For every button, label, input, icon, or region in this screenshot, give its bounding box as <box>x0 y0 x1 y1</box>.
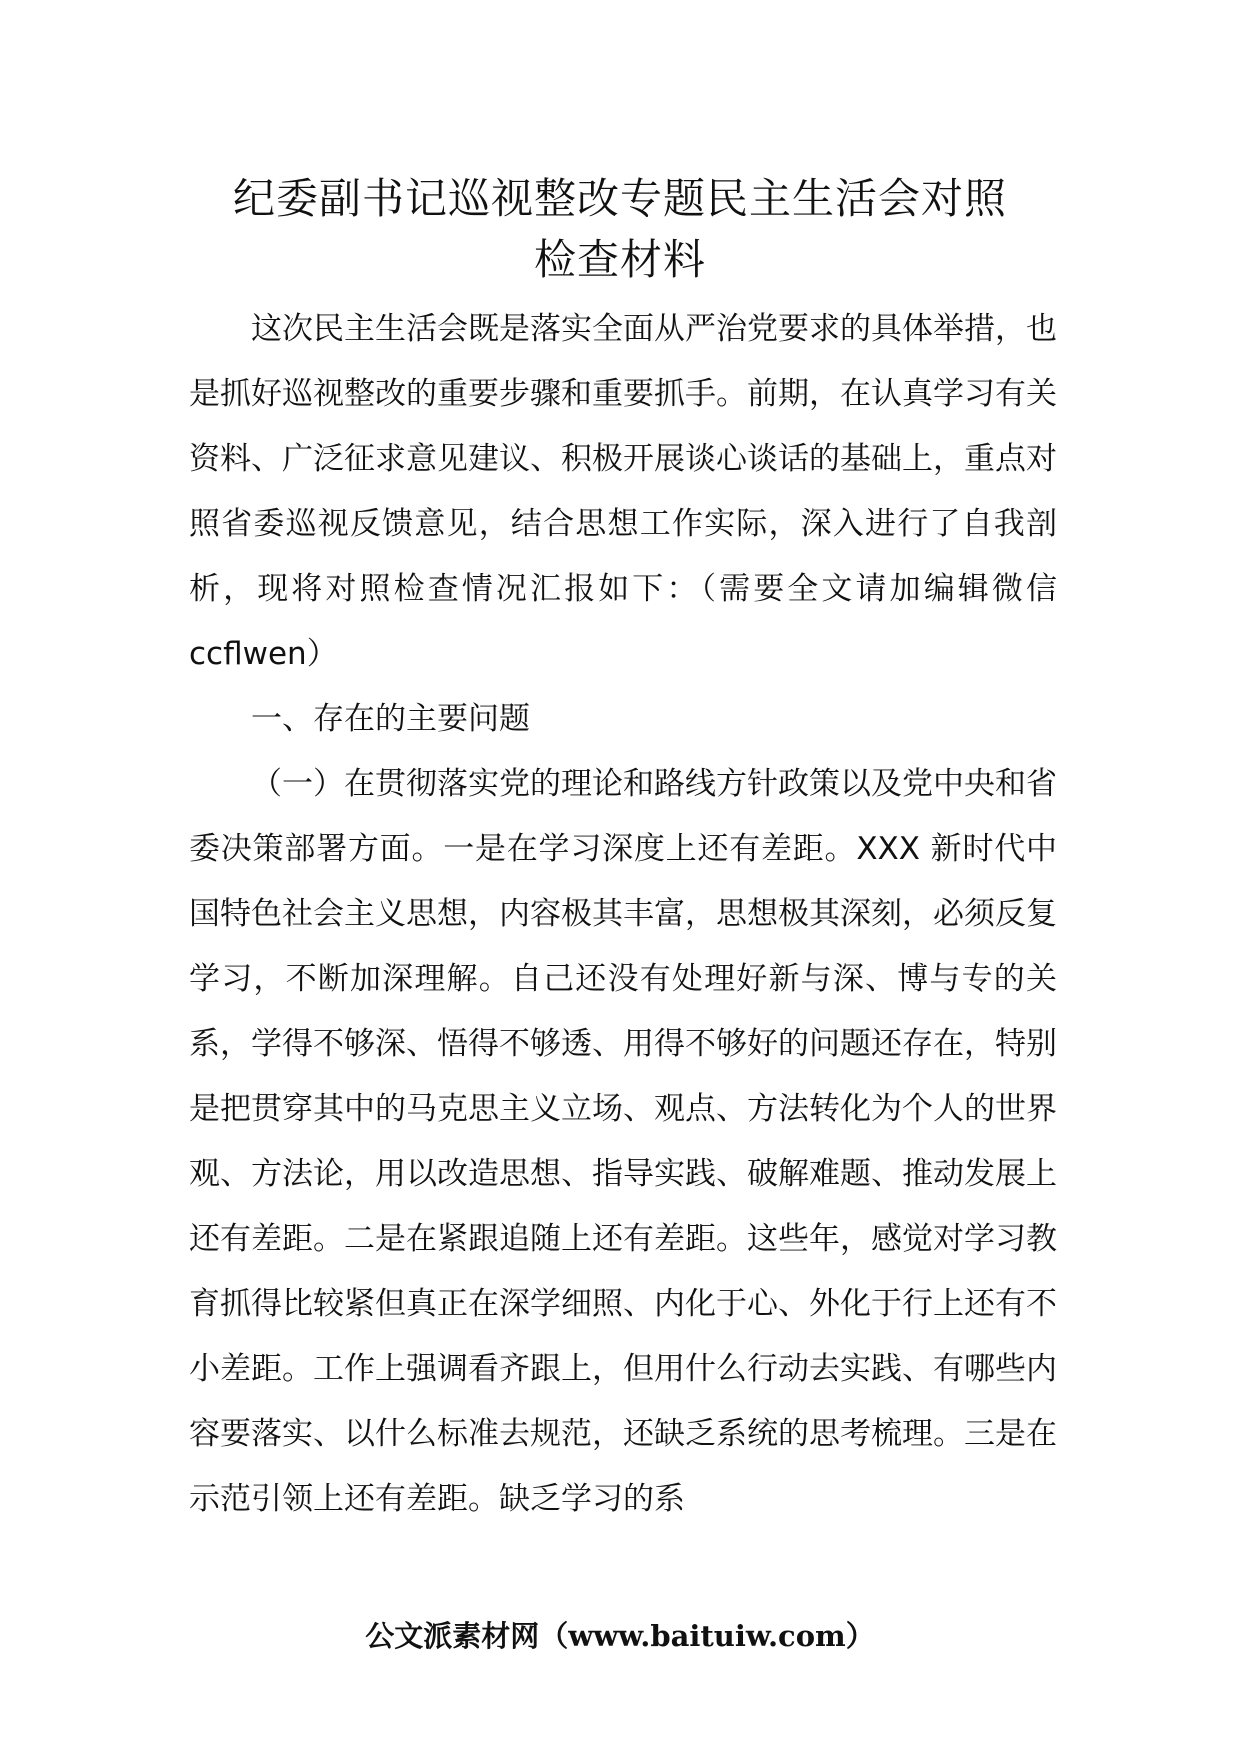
title-line-2: 检查材料 <box>533 235 706 284</box>
section-heading: 一、存在的主要问题 <box>251 701 530 737</box>
document-title <box>180 168 1060 290</box>
footer-watermark: 公文派素材网（www.baituiw.com） <box>365 1619 875 1653</box>
body-paragraph: （一）在贯彻落实党的理论和路线方针政策以及党中央和省委决策部署方面。一是在学习深度上还有差距。XXX 新时代中国特色社会主义思想，内容极其丰富，思想极其深刻，必须反复学习，不断加深理解。自己还没有处理好新与深、博与专的关系，学得不够深、悟得不够透、用得不够好的问题还存在，特别是把贯穿其中的马克思主义立场、观点、方法转化为个人的世界观、方法论，用以改造思想、指导实践、破解难题、推动发展上还有差距。二是在紧跟追随上还有差距。这些年，感觉对学习教育抓得比较紧但真正在深学细照、内化于心、外化于行上还有不小差距。工作上强调看齐跟上，但用什么行动去实践、有哪些内容要落实、以什么标准去规范，还缺乏系统的思考梳理。三是在示范引领上还有差距。缺乏学习的系 <box>189 766 1057 1517</box>
intro-paragraph: 这次民主生活会既是落实全面从严治党要求的具体举措，也是抓好巡视整改的重要步骤和重要抓手。前期，在认真学习有关资料、广泛征求意见建议、积极开展谈心谈话的基础上，重点对照省委巡视反馈意见，结合思想工作实际，深入进行了自我剖析，现将对照检查情况汇报如下：（需要全文请加编辑微信 ccflwen） <box>189 311 1057 672</box>
document-body <box>189 297 1057 1532</box>
title-line-1: 纪委副书记巡视整改专题民主生活会对照 <box>232 174 1007 223</box>
